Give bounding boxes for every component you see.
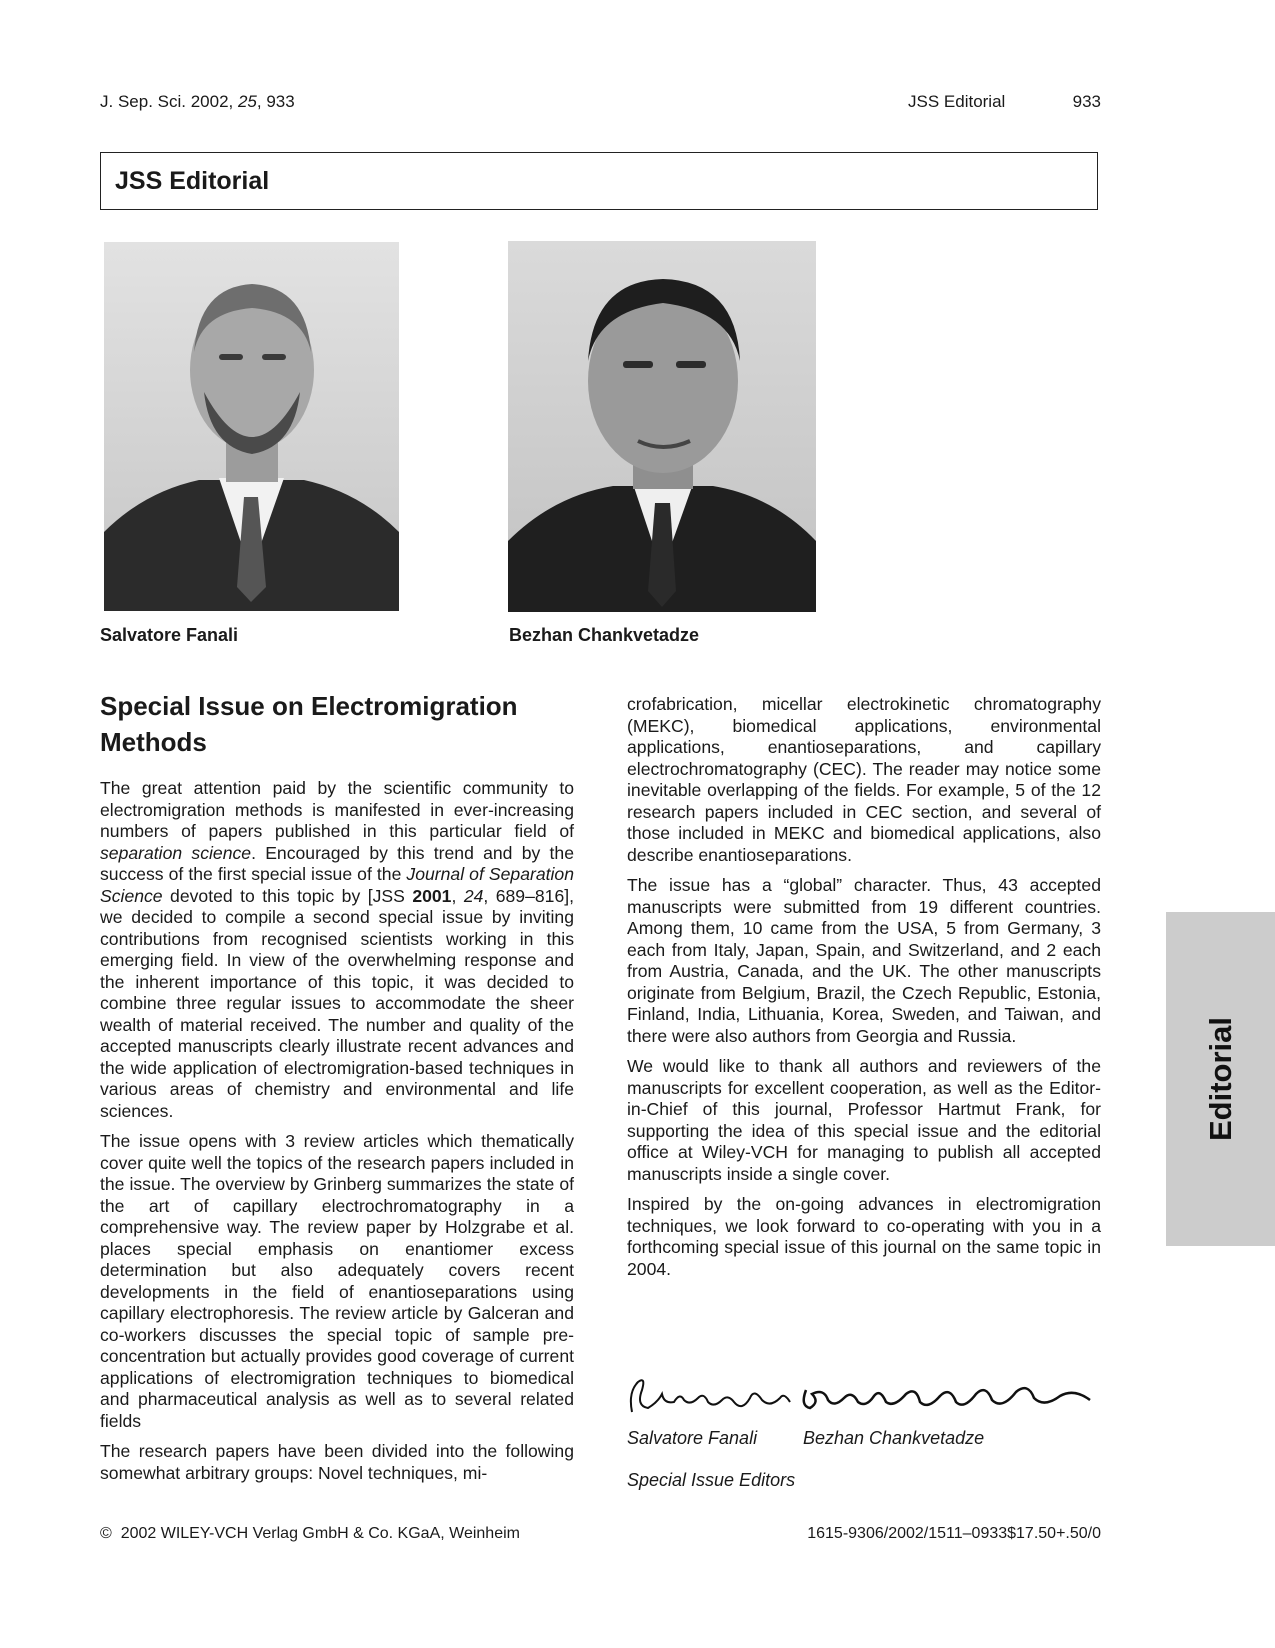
- copyright-icon: ©: [100, 1525, 112, 1542]
- paragraph: We would like to thank all authors and reviewers of the manuscripts for excellent cooperation, as well as the Editor-in-Chief of this journal, Professor Hartmut Frank, for supporting the idea of this special issue and the editorial office at Wiley-VCH for managing to publish all accepted manuscripts inside a single cover.: [627, 1056, 1101, 1184]
- copyright-notice: © 2002 WILEY-VCH Verlag GmbH & Co. KGaA, Weinheim: [100, 1525, 520, 1542]
- paragraph: The issue opens with 3 review articles which thematically cover quite well the topics of the research papers included in the issue. The overview by Grinberg summarizes the state of the art of capillary electrochromatography in a comprehensive way. The review paper by Holzgrabe et al. places special emphasis on enantiomer excess determination but also adequately covers recent developments in the field of enantioseparations using capillary electrophoresis. The review article by Galceran and co-workers discusses the special topic of sample pre-concentration but actually provides good coverage of current applications of electromigration techniques to biomedical and pharmaceutical analysis as well as to several related fields: [100, 1131, 574, 1431]
- paragraph: Inspired by the on-going advances in electromigration techniques, we look forward to co-operating with you in a forthcoming special issue of this journal on the same topic in 2004.: [627, 1194, 1101, 1279]
- page-number: 933: [1072, 92, 1101, 111]
- running-head-section: JSS Editorial: [908, 92, 1006, 111]
- handwritten-signatures: [624, 1372, 1094, 1422]
- paragraph: The research papers have been divided into the following somewhat arbitrary groups: Novel techniques, mi-: [100, 1441, 574, 1483]
- photo-caption: Salvatore Fanali: [100, 625, 239, 645]
- journal-citation: J. Sep. Sci. 2002, 25, 933: [100, 92, 295, 111]
- signature-name-2: Bezhan Chankvetadze: [803, 1428, 985, 1448]
- paragraph: The issue has a “global” character. Thus, 43 accepted manuscripts were submitted from 19 different countries. Among them, 10 came from the USA, 5 from Germany, 3 each from Italy, Japan, Spain, and Switzerland, and 2 each from Austria, Canada, and the UK. The other manuscripts originate from Belgium, Brazil, the Czech Republic, Estonia, Finland, India, Lithuania, Korea, Sweden, and Taiwan, and there were also authors from Georgia and Russia.: [627, 875, 1101, 1046]
- editorial-title-box: [100, 152, 1098, 210]
- paragraph: crofabrication, micellar electrokinetic chromatography (MEKC), biomedical applications, environmental applications, enantioseparations, and capillary electrochromatography (CEC). The reader may notice some inevitable overlapping of the fields. For example, 5 of the 12 research papers included in CEC section, and several of those included in MEKC and biomedical applications, also describe enantioseparations.: [627, 694, 1101, 865]
- running-head: [100, 92, 1101, 116]
- portrait-photo-chankvetadze: [508, 241, 816, 612]
- portrait-photo-fanali: [104, 242, 399, 611]
- section-side-tab: [1166, 912, 1275, 1246]
- article-code: 1615-9306/2002/1511–0933$17.50+.50/0: [807, 1525, 1101, 1542]
- signature-name-1: Salvatore Fanali: [627, 1428, 758, 1448]
- editorial-title: JSS Editorial: [115, 167, 270, 195]
- article-title: Special Issue on Electromigration Methods: [100, 691, 518, 757]
- page-footer: [100, 1525, 1101, 1549]
- journal-volume: 25: [237, 92, 257, 111]
- right-column: [627, 694, 1101, 1289]
- photo-caption: Bezhan Chankvetadze: [509, 625, 700, 645]
- signature-role: Special Issue Editors: [627, 1470, 796, 1490]
- paragraph: The great attention paid by the scientific community to electromigration methods is manifested in ever-increasing numbers of papers published in this particular field of separation science. Encouraged by this trend and by the success of the first special issue of the Journal of Separation Science devoted to this topic by [JSS 2001, 24, 689–816], we decided to compile a second special issue by inviting contributions from recognised scientists working in this emerging field. In view of the overwhelming response and the inherent importance of this topic, it was decided to combine three regular issues to accommodate the sheer wealth of material received. The number and quality of the accepted manuscripts clearly illustrate recent advances and the wide application of electromigration-based techniques in various areas of chemistry and environmental and life sciences.: [100, 778, 575, 1121]
- side-tab-label: Editorial: [1202, 1016, 1238, 1142]
- left-column: [100, 778, 574, 1493]
